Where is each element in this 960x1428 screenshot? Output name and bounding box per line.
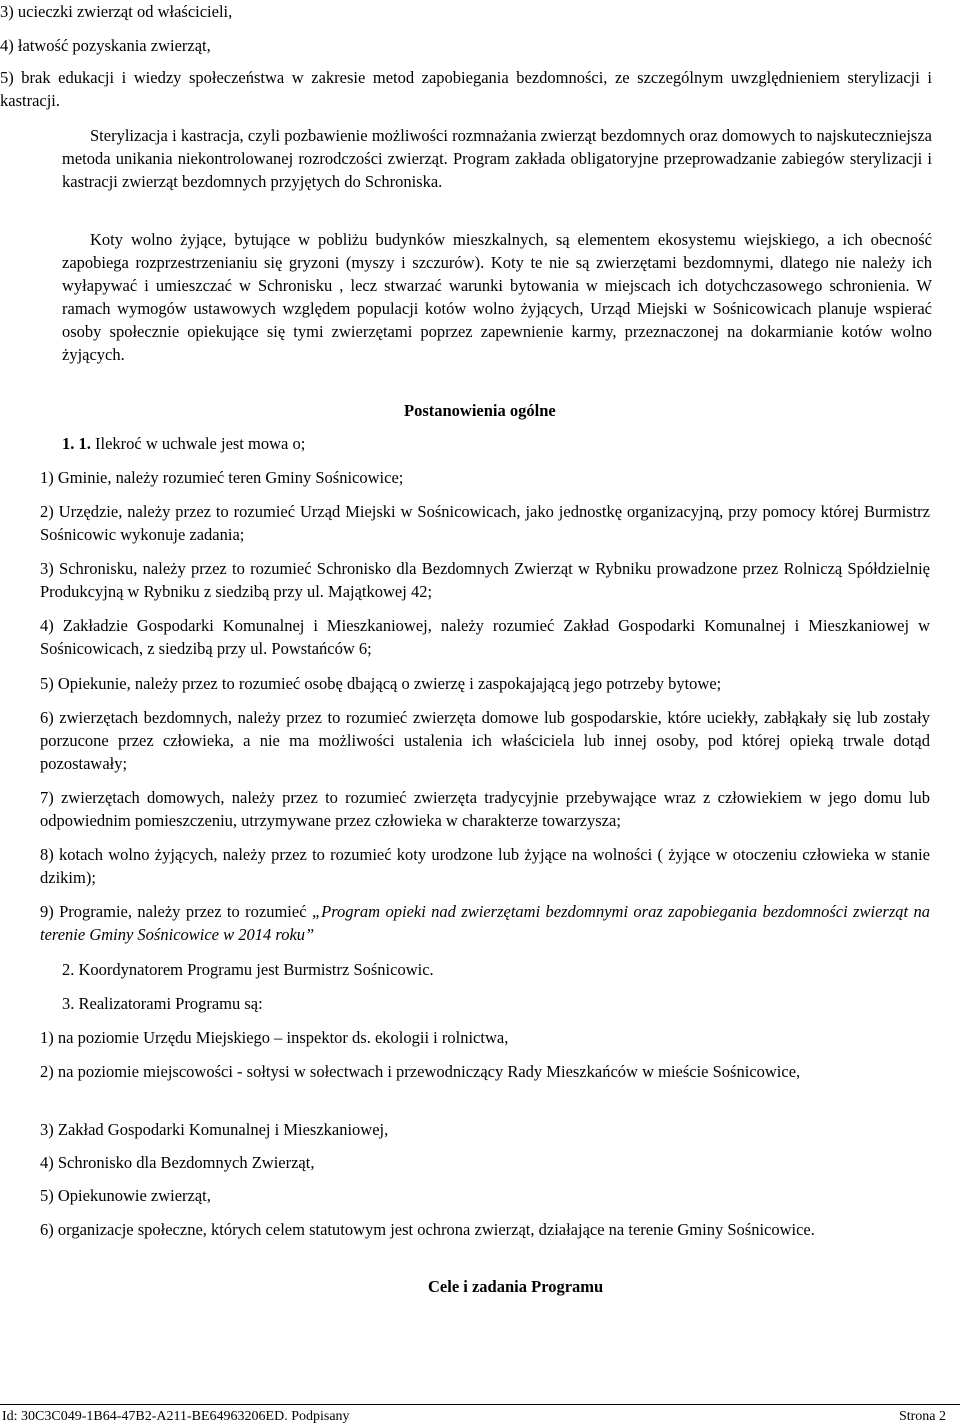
footer-divider	[0, 1404, 960, 1405]
definition-item: 5) Opiekunie, należy przez to rozumieć osobę dbającą o zwierzę i zaspokajającą jego potrzeby bytowe;	[40, 674, 722, 693]
clause-1	[62, 432, 960, 455]
realizer-item: 3) Zakład Gospodarki Komunalnej i Mieszkaniowej,	[40, 1120, 389, 1139]
list-item: 4) łatwość pozyskania zwierząt,	[0, 36, 211, 55]
realizer-item: 6) organizacje społeczne, których celem statutowym jest ochrona zwierząt, działające na terenie Gminy Sośnicowice.	[40, 1220, 815, 1239]
definition-item: 3) Schronisku, należy przez to rozumieć Schronisko dla Bezdomnych Zwierząt w Rybniku prowadzone przez Rolniczą Spółdzielnię Produkcyjną w Rybniku z siedzibą przy ul. Majątkowej 42;	[40, 559, 930, 601]
definition-item: 7) zwierzętach domowych, należy przez to rozumieć zwierzęta tradycyjnie przebywające wraz z człowiekiem w jego domu lub odpowiednim pomieszczeniu, utrzymywane przez człowieka w charakterze towarzysza;	[40, 788, 930, 830]
definition-item: 6) zwierzętach bezdomnych, należy przez to rozumieć zwierzęta domowe lub gospodarskie, które uciekły, zabłąkały się lub zostały porzucone przez człowieka, a nie ma możliwości ustalenia ich właściciela lub innej osoby, pod której opieką trwale dotąd pozostawały;	[40, 708, 930, 773]
clause-text: Ilekroć w uchwale jest mowa o;	[95, 434, 306, 453]
paragraph: Sterylizacja i kastracja, czyli pozbawienie możliwości rozmnażania zwierząt bezdomnych oraz domowych to najskuteczniejsza metoda unikania niekontrolowanej rozrodczości zwierząt. Program zakłada obligatoryjne przeprowadzanie zabiegów sterylizacji i kastracji zwierząt bezdomnych przyjętych do Schroniska.	[62, 126, 932, 191]
footer-page-number: Strona 2	[898, 1409, 946, 1424]
section-heading: Postanowienia ogólne	[404, 401, 556, 420]
section-heading: Cele i zadania Programu	[428, 1277, 604, 1296]
realizer-item: 5) Opiekunowie zwierząt,	[40, 1186, 211, 1205]
realizer-item: 2) na poziomie miejscowości - sołtysi w sołectwach i przewodniczący Rady Mieszkańców w mieście Sośnicowice,	[40, 1062, 801, 1081]
footer-document-id: Id: 30C3C049-1B64-47B2-A211-BE64963206ED. Podpisany	[2, 1409, 350, 1424]
list-item: 3) ucieczki zwierząt od właścicieli,	[0, 2, 233, 21]
definition-item	[40, 900, 930, 946]
clause-2: 2. Koordynatorem Programu jest Burmistrz Sośnicowic.	[62, 960, 434, 979]
realizer-item: 1) na poziomie Urzędu Miejskiego – inspektor ds. ekologii i rolnictwa,	[40, 1028, 509, 1047]
definition-item: 8) kotach wolno żyjących, należy przez to rozumieć koty urodzone lub żyjące na wolności ( żyjące w otoczeniu człowieka w stanie dzikim);	[40, 845, 930, 887]
realizer-item: 4) Schronisko dla Bezdomnych Zwierząt,	[40, 1153, 315, 1172]
clause-3: 3. Realizatorami Programu są:	[62, 994, 263, 1013]
definition-prefix: 9) Programie, należy przez to rozumieć	[40, 902, 312, 921]
definition-item: 1) Gminie, należy rozumieć teren Gminy Sośnicowice;	[40, 468, 404, 487]
definition-item: 2) Urzędzie, należy przez to rozumieć Urząd Miejski w Sośnicowicach, jako jednostkę organizacyjną, przy pomocy której Burmistrz Sośnicowic wykonuje zadania;	[40, 502, 930, 544]
paragraph: Koty wolno żyjące, bytujące w pobliżu budynków mieszkalnych, są elementem ekosystemu wiejskiego, a ich obecność zapobiega rozprzestrzenianiu się gryzoni (myszy i szczurów). Koty te nie są zwierzętami bezdomnymi, dlatego nie należy ich wyłapywać i umieszczać w Schronisku , lecz stwarzać warunki bytowania w miejscach ich dotychczasowego schronienia. W ramach wymogów ustawowych względem populacji kotów wolno żyjących, Urząd Miejski w Sośnicowicach planuje wspierać osoby społecznie opiekujące się tymi zwierzętami poprzez zapewnienie karmy, przeznaczonej na dokarmianie kotów wolno żyjących.	[62, 230, 932, 364]
clause-number: 1. 1.	[62, 434, 91, 453]
definition-item: 4) Zakładzie Gospodarki Komunalnej i Mieszkaniowej, należy rozumieć Zakład Gospodarki Komunalnej i Mieszkaniowej w Sośnicowicach, z siedzibą przy ul. Powstańców 6;	[40, 616, 930, 658]
list-item: 5) brak edukacji i wiedzy społeczeństwa w zakresie metod zapobiegania bezdomności, ze szczególnym uwzględnieniem sterylizacji i kastracji.	[0, 68, 932, 110]
program-title: „Program opieki nad zwierzętami bezdomnymi oraz zapobiegania bezdomności zwierząt na terenie Gminy Sośnicowice w 2014 roku”	[40, 902, 930, 944]
